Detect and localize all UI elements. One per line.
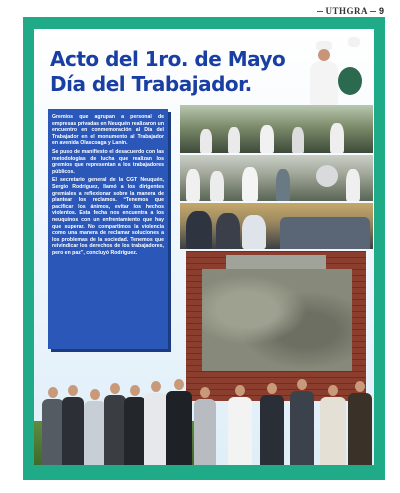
photo-drummer: [304, 33, 366, 107]
photo-union-leaders: [180, 203, 373, 249]
article-paragraph: Gremios que agrupan a personal de empresas privadas en Neuquén realizaron un encuentro en conmemoración al Día del Trabajador en el monumento al Trabajador en avenida Olascoaga y Lanín.: [52, 114, 164, 147]
page-frame: [23, 17, 385, 480]
photo-crowd-drums: [180, 155, 373, 201]
content-panel: [34, 29, 374, 465]
magazine-brand-text: UTHGRA: [325, 6, 368, 16]
title-line-1: Acto del 1ro. de Mayo: [50, 47, 286, 71]
photo-group-at-monument: [34, 351, 374, 465]
photo-band-parade: [180, 105, 373, 153]
article-paragraph: Se puso de manifiesto el desacuerdo con las metodologías de lucha que realizan los gremios que representan a los trabajadores públicos.: [52, 148, 164, 175]
page-number: 9: [378, 6, 384, 16]
page-title: [50, 47, 320, 97]
article-paragraph: El secretario general de la CGT Neuquén, Sergio Rodríguez, llamó a los dirigentes gremiales a reflexionar sobre la manera de plantear los reclamos. “Tenemos que pacificar los ánimos, evitar los hechos violentos. Esta fecha nos encuentra a los neuquinos con un enfrentamiento que hay que superar. No compartimos la violencia como una manera de reclamar soluciones a los problemas de la sociedad. Tenemos que reivindicar los derechos de los trabajadores, pero en paz”, concluyó Rodríguez.: [52, 177, 164, 256]
magazine-brand: [323, 6, 370, 16]
title-line-2: Día del Trabajador.: [50, 72, 252, 96]
article-text-box: [48, 109, 168, 349]
